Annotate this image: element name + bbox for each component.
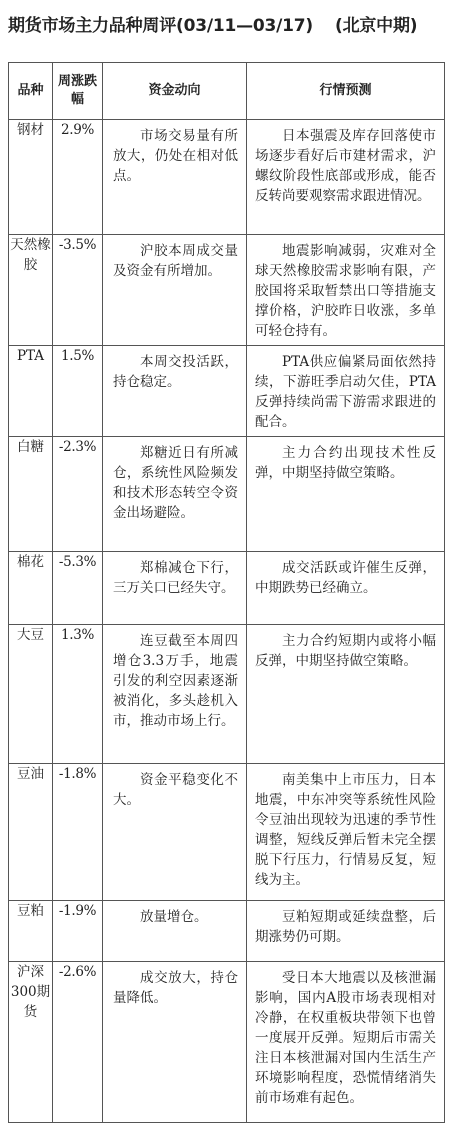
fund-flow-cell bbox=[103, 346, 247, 437]
fund-flow-cell bbox=[103, 437, 247, 552]
title-edition: (北京中期) bbox=[335, 16, 418, 36]
weekly-change: 1.5% bbox=[53, 346, 103, 437]
outlook-text: PTA供应偏紧局面依然持续，下游旺季启动欠佳，PTA反弹持续尚需下游需求跟进的配合。 bbox=[255, 354, 436, 430]
table-row bbox=[9, 764, 445, 901]
weekly-review-table bbox=[8, 62, 445, 1123]
outlook-text: 地震影响减弱，灾难对全球天然橡胶需求影响有限，产胶国将采取暂禁出口等措施支撑价格，沪胶昨日收涨，多单可轻仓持有。 bbox=[255, 243, 436, 339]
outlook-cell bbox=[247, 901, 445, 962]
fund-flow-cell bbox=[103, 764, 247, 901]
weekly-change: -5.3% bbox=[53, 552, 103, 625]
table-row bbox=[9, 625, 445, 764]
outlook-text: 日本强震及库存回落使市场逐步看好后市建材需求，沪螺纹阶段性底部或形成，能否反转尚要观察需求跟进情况。 bbox=[255, 128, 436, 204]
fund-flow-cell bbox=[103, 120, 247, 235]
outlook-text: 成交活跃或许催生反弹，中期跌势已经确立。 bbox=[255, 560, 436, 596]
table-row bbox=[9, 120, 445, 235]
weekly-change: -3.5% bbox=[53, 235, 103, 346]
table-row bbox=[9, 437, 445, 552]
outlook-cell bbox=[247, 346, 445, 437]
table-row bbox=[9, 962, 445, 1123]
fund-flow-text: 沪胶本周成交量及资金有所增加。 bbox=[113, 243, 238, 279]
fund-flow-text: 资金平稳变化不大。 bbox=[113, 772, 238, 808]
outlook-cell bbox=[247, 625, 445, 764]
fund-flow-text: 本周交投活跃，持仓稳定。 bbox=[113, 354, 238, 390]
outlook-text: 豆粕短期或延续盘整，后期涨势仍可期。 bbox=[255, 909, 436, 945]
table-row bbox=[9, 346, 445, 437]
header-fund: 资金动向 bbox=[103, 63, 247, 120]
page-title bbox=[8, 6, 444, 46]
outlook-cell bbox=[247, 120, 445, 235]
fund-flow-text: 市场交易量有所放大，仍处在相对低点。 bbox=[113, 128, 238, 184]
weekly-change: -2.3% bbox=[53, 437, 103, 552]
title-main: 期货市场主力品种周评(03/11—03/17) bbox=[8, 16, 313, 36]
fund-flow-cell bbox=[103, 552, 247, 625]
weekly-change: 2.9% bbox=[53, 120, 103, 235]
commodity-name: 豆油 bbox=[9, 764, 53, 901]
outlook-cell bbox=[247, 764, 445, 901]
commodity-name: 棉花 bbox=[9, 552, 53, 625]
weekly-change: 1.3% bbox=[53, 625, 103, 764]
header-outlook: 行情预测 bbox=[247, 63, 445, 120]
fund-flow-text: 连豆截至本周四增仓3.3万手，地震引发的利空因素逐渐被消化，多头趁机入市，推动市场上行。 bbox=[113, 633, 238, 729]
commodity-name: 豆粕 bbox=[9, 901, 53, 962]
outlook-text: 南美集中上市压力，日本地震，中东冲突等系统性风险令豆油出现较为迅速的季节性调整，短线反弹后暂未完全摆脱下行压力，行情易反复，短线为主。 bbox=[255, 772, 436, 888]
commodity-name: 钢材 bbox=[9, 120, 53, 235]
fund-flow-text: 放量增仓。 bbox=[140, 909, 208, 925]
outlook-text: 受日本大地震以及核泄漏影响，国内A股市场表现相对冷静，在权重板块带领下也曾一度展开反弹。短期后市需关注日本核泄漏对国内生活生产环境影响程度，恐慌情绪消失前市场难有起色。 bbox=[255, 970, 436, 1106]
outlook-text: 主力合约出现技术性反弹，中期坚持做空策略。 bbox=[255, 445, 436, 481]
commodity-name: 沪深300期货 bbox=[9, 962, 53, 1123]
fund-flow-text: 成交放大，持仓量降低。 bbox=[113, 970, 238, 1006]
fund-flow-cell bbox=[103, 901, 247, 962]
outlook-cell bbox=[247, 962, 445, 1123]
table-row bbox=[9, 552, 445, 625]
fund-flow-text: 郑糖近日有所减仓，系统性风险频发和技术形态转空令资金出场避险。 bbox=[113, 445, 238, 521]
table-header-row bbox=[9, 63, 445, 120]
outlook-cell bbox=[247, 235, 445, 346]
table-row bbox=[9, 235, 445, 346]
weekly-change: -1.9% bbox=[53, 901, 103, 962]
outlook-text: 主力合约短期内或将小幅反弹，中期坚持做空策略。 bbox=[255, 633, 436, 669]
header-name: 品种 bbox=[9, 63, 53, 120]
header-change: 周涨跌幅 bbox=[53, 63, 103, 120]
fund-flow-cell bbox=[103, 235, 247, 346]
commodity-name: 大豆 bbox=[9, 625, 53, 764]
commodity-name: 白糖 bbox=[9, 437, 53, 552]
commodity-name: PTA bbox=[9, 346, 53, 437]
table-row bbox=[9, 901, 445, 962]
weekly-change: -2.6% bbox=[53, 962, 103, 1123]
weekly-change: -1.8% bbox=[53, 764, 103, 901]
fund-flow-cell bbox=[103, 625, 247, 764]
outlook-cell bbox=[247, 552, 445, 625]
fund-flow-cell bbox=[103, 962, 247, 1123]
commodity-name: 天然橡胶 bbox=[9, 235, 53, 346]
fund-flow-text: 郑棉减仓下行，三万关口已经失守。 bbox=[113, 560, 238, 596]
outlook-cell bbox=[247, 437, 445, 552]
